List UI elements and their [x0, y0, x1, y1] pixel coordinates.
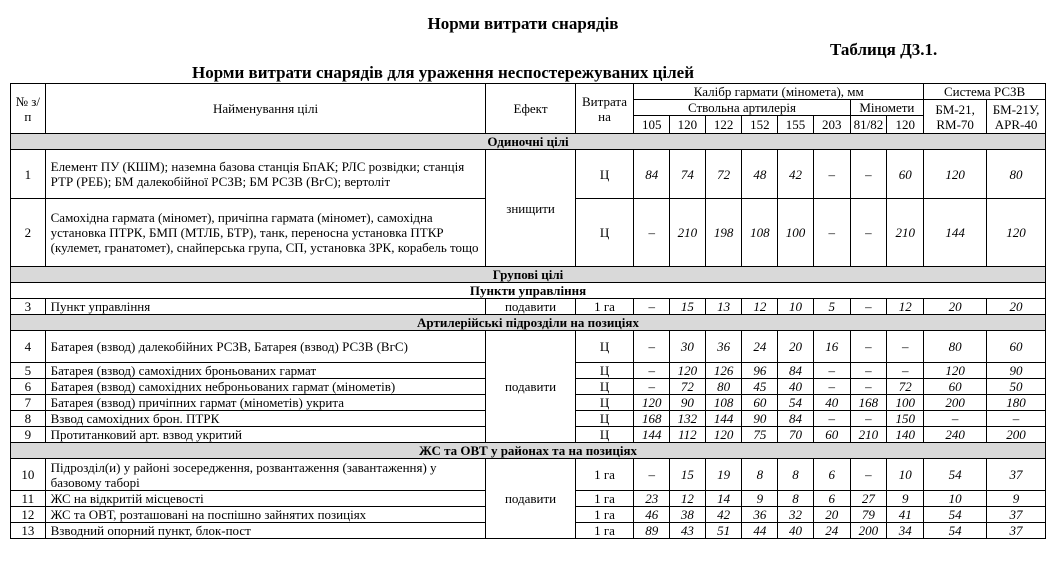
- norm-value: –: [813, 363, 850, 379]
- consumption-unit: Ц: [575, 427, 634, 443]
- norm-value: 120: [987, 199, 1046, 267]
- col-header-number: № з/п: [11, 84, 46, 134]
- norm-value: 6: [813, 459, 850, 491]
- section-row: [11, 443, 1046, 459]
- norm-value: 144: [705, 411, 742, 427]
- section-title: Одиночні цілі: [11, 134, 1046, 150]
- target-name: Батарея (взвод) самохідних неброньованих гармат (мінометів): [45, 379, 486, 395]
- norm-value: 27: [850, 491, 887, 507]
- norm-value: 240: [924, 427, 987, 443]
- norm-value: 72: [705, 150, 742, 199]
- table-row: [11, 299, 1046, 315]
- norm-value: –: [634, 331, 670, 363]
- norm-value: 38: [670, 507, 706, 523]
- norm-value: 9: [742, 491, 778, 507]
- norm-value: –: [634, 379, 670, 395]
- norm-value: 16: [813, 331, 850, 363]
- norm-value: 198: [705, 199, 742, 267]
- consumption-unit: Ц: [575, 363, 634, 379]
- caliber-header: 120: [887, 116, 924, 134]
- norm-value: 70: [778, 427, 814, 443]
- norm-value: 168: [850, 395, 887, 411]
- norm-value: 36: [742, 507, 778, 523]
- target-name: Самохідна гармата (міномет), причіпна гармата (міномет), самохідна установка ПТРК, БМП (МТЛБ, БТР), танк, переносна установка ПТКР (кулемет, гранатомет), снайперська група, СП, установка ЗРК, корабель тощо: [45, 199, 486, 267]
- table-row: [11, 150, 1046, 199]
- norm-value: –: [887, 363, 924, 379]
- norm-value: 60: [924, 379, 987, 395]
- norm-value: 100: [887, 395, 924, 411]
- norm-value: 108: [742, 199, 778, 267]
- section-row: [11, 134, 1046, 150]
- norm-value: –: [924, 411, 987, 427]
- norm-value: 168: [634, 411, 670, 427]
- norm-value: 6: [813, 491, 850, 507]
- norm-value: 8: [778, 491, 814, 507]
- norm-value: –: [634, 299, 670, 315]
- row-number: 4: [11, 331, 46, 363]
- target-name: Пункт управління: [45, 299, 486, 315]
- row-number: 7: [11, 395, 46, 411]
- norm-value: –: [813, 150, 850, 199]
- norm-value: 30: [670, 331, 706, 363]
- norm-value: 14: [705, 491, 742, 507]
- effect-cell: знищити: [486, 150, 575, 267]
- norm-value: –: [850, 459, 887, 491]
- norm-value: –: [850, 150, 887, 199]
- col-header-mortars: Міномети: [850, 100, 924, 116]
- table-row: [11, 459, 1046, 491]
- caliber-header: 152: [742, 116, 778, 134]
- norm-value: 5: [813, 299, 850, 315]
- norm-value: 34: [887, 523, 924, 539]
- target-name: Взвод самохідних брон. ПТРК: [45, 411, 486, 427]
- row-number: 9: [11, 427, 46, 443]
- norm-value: –: [987, 411, 1046, 427]
- consumption-unit: Ц: [575, 199, 634, 267]
- norm-value: 80: [924, 331, 987, 363]
- norm-value: 24: [813, 523, 850, 539]
- norm-value: 80: [987, 150, 1046, 199]
- norm-value: 8: [778, 459, 814, 491]
- section-title: Пункти управління: [11, 283, 1046, 299]
- caliber-header: 155: [778, 116, 814, 134]
- row-number: 13: [11, 523, 46, 539]
- norm-value: –: [813, 411, 850, 427]
- caliber-header: 105: [634, 116, 670, 134]
- norm-value: 75: [742, 427, 778, 443]
- target-name: ЖС та ОВТ, розташовані на поспішно зайнятих позиціях: [45, 507, 486, 523]
- col-header-target: Найменування цілі: [45, 84, 486, 134]
- caliber-header: 81/82: [850, 116, 887, 134]
- consumption-unit: Ц: [575, 411, 634, 427]
- section-title: Артилерійські підрозділи на позиціях: [11, 315, 1046, 331]
- row-number: 2: [11, 199, 46, 267]
- target-name: Підрозділ(и) у районі зосередження, розвантаження (завантаження) у базовому таборі: [45, 459, 486, 491]
- norm-value: 45: [742, 379, 778, 395]
- norm-value: 37: [987, 523, 1046, 539]
- col-header-bm21u: БМ-21У, APR-40: [987, 100, 1046, 134]
- consumption-unit: Ц: [575, 379, 634, 395]
- norm-value: 79: [850, 507, 887, 523]
- col-header-consumption: Витрата на: [575, 84, 634, 134]
- consumption-unit: 1 га: [575, 491, 634, 507]
- col-header-rszv: Система РСЗВ: [924, 84, 1046, 100]
- norm-value: 120: [634, 395, 670, 411]
- effect-cell: подавити: [486, 299, 575, 315]
- table-number: Таблиця Д3.1.: [830, 40, 938, 59]
- col-header-effect: Ефект: [486, 84, 575, 134]
- norm-value: –: [850, 363, 887, 379]
- norm-value: 20: [924, 299, 987, 315]
- norm-value: 12: [887, 299, 924, 315]
- norm-value: 42: [705, 507, 742, 523]
- norm-value: –: [850, 299, 887, 315]
- norm-value: 200: [987, 427, 1046, 443]
- row-number: 3: [11, 299, 46, 315]
- section-row: [11, 267, 1046, 283]
- norm-value: 210: [670, 199, 706, 267]
- effect-cell: подавити: [486, 331, 575, 443]
- norm-value: 32: [778, 507, 814, 523]
- norm-value: 84: [778, 363, 814, 379]
- norm-value: 90: [742, 411, 778, 427]
- norm-value: 60: [987, 331, 1046, 363]
- norm-value: 80: [705, 379, 742, 395]
- norm-value: –: [850, 379, 887, 395]
- norm-value: 140: [887, 427, 924, 443]
- norm-value: 54: [924, 459, 987, 491]
- consumption-unit: Ц: [575, 150, 634, 199]
- consumption-unit: 1 га: [575, 299, 634, 315]
- norm-value: 8: [742, 459, 778, 491]
- norm-value: 144: [924, 199, 987, 267]
- norm-value: –: [850, 411, 887, 427]
- section-row: [11, 283, 1046, 299]
- target-name: Батарея (взвод) далекобійних РСЗВ, Батарея (взвод) РСЗВ (ВгС): [45, 331, 486, 363]
- target-name: Взводний опорний пункт, блок-пост: [45, 523, 486, 539]
- norm-value: 90: [987, 363, 1046, 379]
- norm-value: 54: [924, 523, 987, 539]
- norm-value: 20: [813, 507, 850, 523]
- norm-value: 13: [705, 299, 742, 315]
- norm-value: 100: [778, 199, 814, 267]
- row-number: 8: [11, 411, 46, 427]
- norm-value: 37: [987, 507, 1046, 523]
- norm-value: –: [813, 379, 850, 395]
- norm-value: 19: [705, 459, 742, 491]
- consumption-unit: Ц: [575, 331, 634, 363]
- norm-value: 60: [813, 427, 850, 443]
- norm-value: 9: [887, 491, 924, 507]
- row-number: 6: [11, 379, 46, 395]
- page-title: Норми витрати снарядів: [427, 14, 619, 33]
- table-row: [11, 331, 1046, 363]
- norm-value: 10: [887, 459, 924, 491]
- norm-value: 23: [634, 491, 670, 507]
- norm-value: 46: [634, 507, 670, 523]
- norm-value: 90: [670, 395, 706, 411]
- norm-value: 200: [924, 395, 987, 411]
- norm-value: 120: [705, 427, 742, 443]
- norm-value: 144: [634, 427, 670, 443]
- norm-value: 43: [670, 523, 706, 539]
- norm-value: –: [887, 331, 924, 363]
- norm-value: 72: [887, 379, 924, 395]
- consumption-unit: Ц: [575, 395, 634, 411]
- norm-value: 41: [887, 507, 924, 523]
- norm-value: 200: [850, 523, 887, 539]
- target-name: Батарея (взвод) самохідних броньованих гармат: [45, 363, 486, 379]
- target-name: Протитанковий арт. взвод укритий: [45, 427, 486, 443]
- norm-value: 84: [634, 150, 670, 199]
- norm-value: 48: [742, 150, 778, 199]
- consumption-unit: 1 га: [575, 523, 634, 539]
- norm-value: 54: [778, 395, 814, 411]
- norm-value: 24: [742, 331, 778, 363]
- norm-value: –: [850, 331, 887, 363]
- norm-value: 96: [742, 363, 778, 379]
- row-number: 10: [11, 459, 46, 491]
- col-header-barrel: Ствольна артилерія: [634, 100, 850, 116]
- norm-value: 60: [887, 150, 924, 199]
- norm-value: 9: [987, 491, 1046, 507]
- norm-value: 20: [778, 331, 814, 363]
- norm-value: 60: [742, 395, 778, 411]
- norm-value: 112: [670, 427, 706, 443]
- norm-value: –: [634, 363, 670, 379]
- row-number: 11: [11, 491, 46, 507]
- section-title: ЖС та ОВТ у районах та на позиціях: [11, 443, 1046, 459]
- norm-value: 132: [670, 411, 706, 427]
- caliber-header: 203: [813, 116, 850, 134]
- norm-value: 40: [813, 395, 850, 411]
- effect-cell: подавити: [486, 459, 575, 539]
- target-name: ЖС на відкритій місцевості: [45, 491, 486, 507]
- norm-value: 40: [778, 523, 814, 539]
- norm-value: 44: [742, 523, 778, 539]
- norm-value: 126: [705, 363, 742, 379]
- norm-value: –: [850, 199, 887, 267]
- target-name: Батарея (взвод) причіпних гармат (мінометів) укрита: [45, 395, 486, 411]
- consumption-unit: 1 га: [575, 459, 634, 491]
- norm-value: 120: [924, 363, 987, 379]
- norm-value: 120: [670, 363, 706, 379]
- section-title: Групові цілі: [11, 267, 1046, 283]
- norm-value: –: [634, 199, 670, 267]
- norm-value: 51: [705, 523, 742, 539]
- norm-value: 120: [924, 150, 987, 199]
- norm-value: –: [634, 459, 670, 491]
- col-header-caliber: Калібр гармати (міномета), мм: [634, 84, 924, 100]
- section-row: [11, 315, 1046, 331]
- norm-value: 12: [742, 299, 778, 315]
- norm-value: 180: [987, 395, 1046, 411]
- norm-value: 12: [670, 491, 706, 507]
- norm-value: –: [813, 199, 850, 267]
- norm-value: 54: [924, 507, 987, 523]
- norm-value: 50: [987, 379, 1046, 395]
- norm-value: 42: [778, 150, 814, 199]
- col-header-bm21: БМ-21, RM-70: [924, 100, 987, 134]
- caliber-header: 122: [705, 116, 742, 134]
- norm-value: 108: [705, 395, 742, 411]
- norm-value: 36: [705, 331, 742, 363]
- norm-value: 74: [670, 150, 706, 199]
- norm-value: 40: [778, 379, 814, 395]
- table-subtitle: Норми витрати снарядів для ураження неспостережуваних цілей: [191, 63, 695, 82]
- row-number: 1: [11, 150, 46, 199]
- caliber-header: 120: [670, 116, 706, 134]
- norm-value: 37: [987, 459, 1046, 491]
- norm-value: 84: [778, 411, 814, 427]
- row-number: 12: [11, 507, 46, 523]
- norm-value: 150: [887, 411, 924, 427]
- norm-value: 15: [670, 459, 706, 491]
- norm-value: 10: [924, 491, 987, 507]
- row-number: 5: [11, 363, 46, 379]
- norm-value: 15: [670, 299, 706, 315]
- norm-value: 89: [634, 523, 670, 539]
- norm-value: 10: [778, 299, 814, 315]
- consumption-table: [10, 83, 1046, 539]
- norm-value: 210: [850, 427, 887, 443]
- norm-value: 72: [670, 379, 706, 395]
- consumption-unit: 1 га: [575, 507, 634, 523]
- norm-value: 210: [887, 199, 924, 267]
- target-name: Елемент ПУ (КШМ); наземна базова станція БпАК; РЛС розвідки; станція РТР (РЕБ); БМ далекобійної РСЗВ; БМ РСЗВ (ВгС); вертоліт: [45, 150, 486, 199]
- norm-value: 20: [987, 299, 1046, 315]
